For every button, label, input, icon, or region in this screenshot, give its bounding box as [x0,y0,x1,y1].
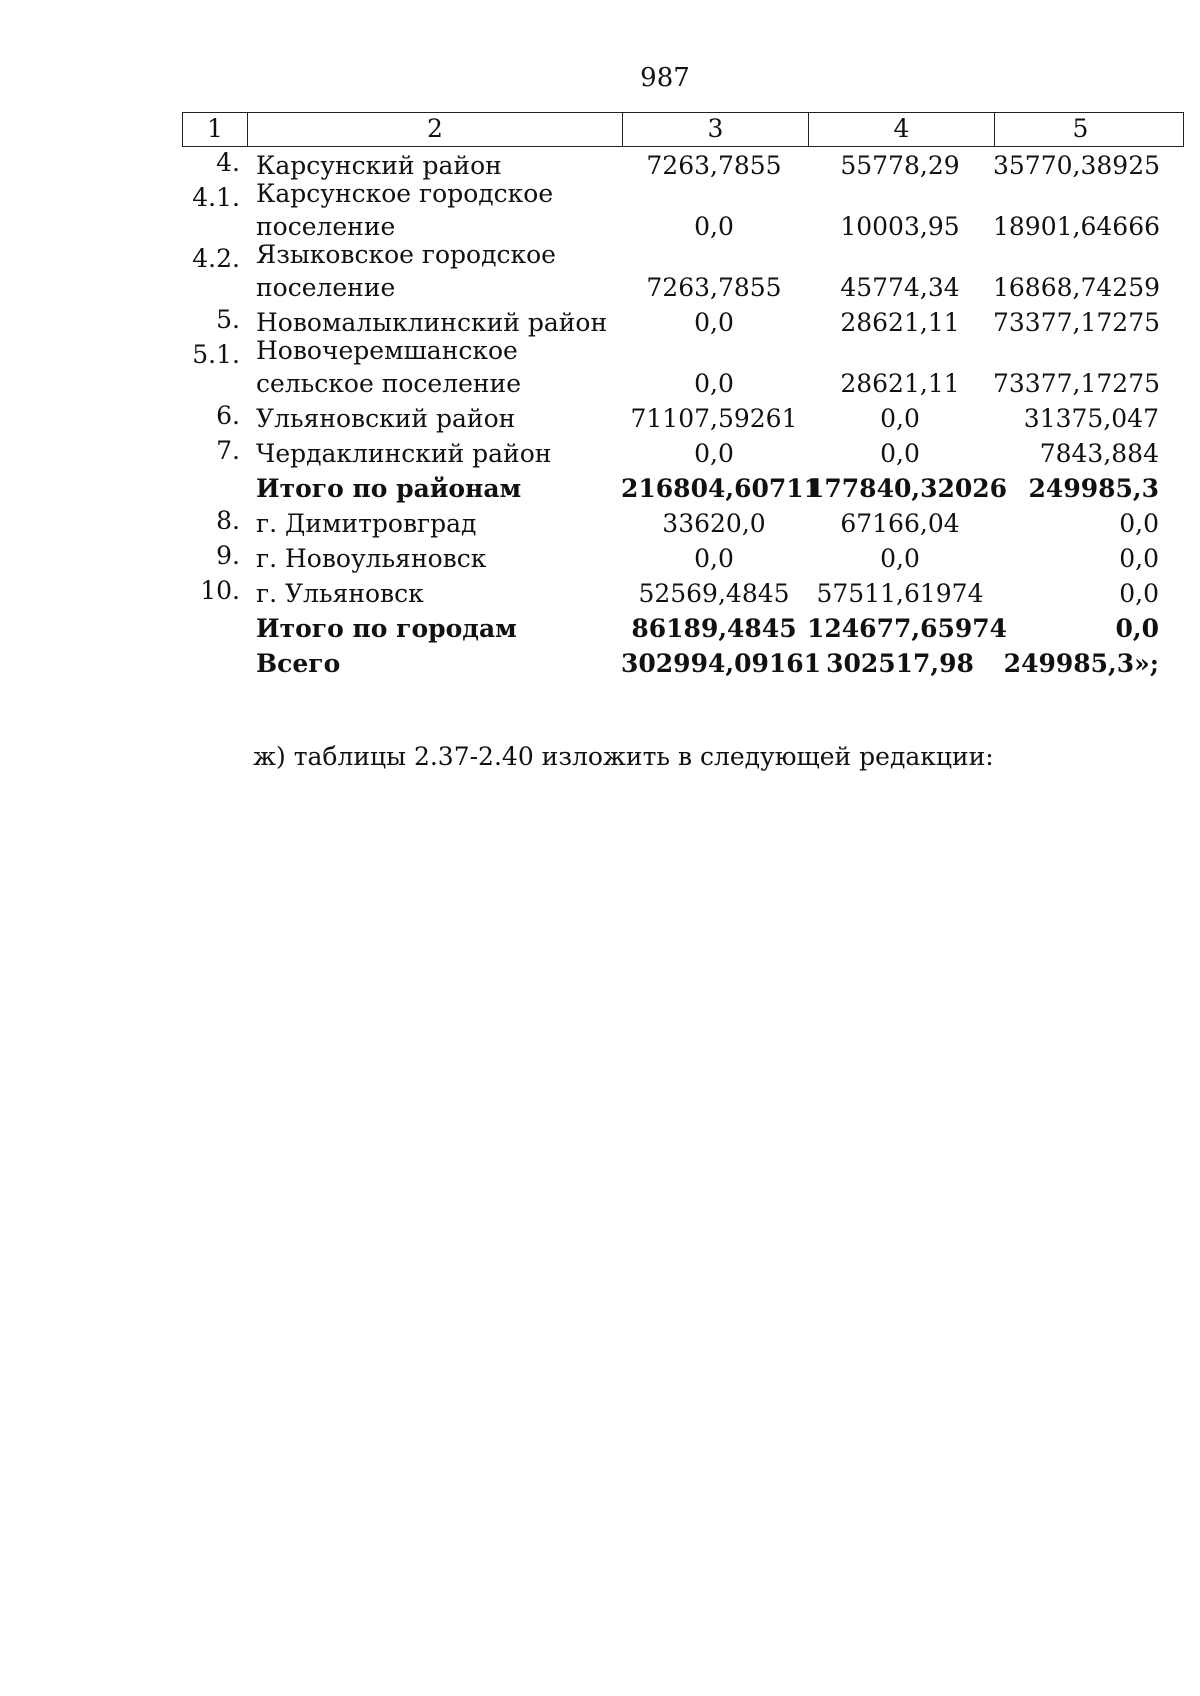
value-col-5: 18901,64666 [993,212,1161,241]
table-row [182,470,1184,505]
value-col-4: 55778,29 [840,151,960,180]
value-col-3: 0,0 [694,439,734,468]
row-number: 9. [216,541,240,570]
header-cell: 2 [247,113,622,146]
row-name: Итого по районам [256,474,522,503]
value-col-5: 31375,047 [1023,404,1159,433]
table-row [182,336,1184,400]
page-number: 987 [640,63,690,93]
value-col-4: 10003,95 [840,212,960,241]
row-name: Итого по городам [256,614,517,643]
value-col-5: 0,0 [1119,579,1159,608]
table-row [182,435,1184,470]
value-col-3: 216804,60711 [621,474,822,503]
row-name: Языковское городское поселение [256,240,556,302]
value-col-3: 7263,7855 [646,151,782,180]
row-number: 8. [216,506,240,535]
amendment-note: ж) таблицы 2.37-2.40 изложить в следующей редакции: [253,742,994,771]
row-name: Всего [256,649,341,678]
row-number: 4.2. [192,244,240,273]
value-col-5: 0,0 [1115,614,1159,643]
header-cell: 4 [808,113,994,146]
table-row [182,645,1184,680]
value-col-4: 45774,34 [840,273,960,302]
row-number: 4.1. [192,183,240,212]
table-row [182,610,1184,645]
value-col-5: 249985,3 [1028,474,1159,503]
value-col-3: 0,0 [694,369,734,398]
row-number: 5.1. [192,340,240,369]
row-number: 6. [216,401,240,430]
row-name: г. Ульяновск [256,579,424,608]
header-cell: 3 [622,113,808,146]
value-col-4: 67166,04 [840,509,960,538]
row-name: г. Димитровград [256,509,477,538]
value-col-5: 7843,884 [1039,439,1159,468]
value-col-3: 33620,0 [662,509,766,538]
value-col-3: 7263,7855 [646,273,782,302]
value-col-3: 52569,4845 [638,579,790,608]
table-row [182,505,1184,540]
value-col-3: 0,0 [694,212,734,241]
table-row [182,240,1184,304]
table-body [182,147,1184,680]
value-col-4: 0,0 [880,544,920,573]
row-name: Новочеремшанское сельское поселение [256,336,522,398]
row-number: 7. [216,436,240,465]
value-col-5: 73377,17275 [993,369,1161,398]
header-cell: 5 [994,113,1166,146]
value-col-5: 0,0 [1119,544,1159,573]
row-name: Карсунский район [256,151,502,180]
table-row [182,540,1184,575]
value-col-5: 0,0 [1119,509,1159,538]
value-col-4: 28621,11 [840,308,960,337]
value-col-5: 35770,38925 [993,151,1161,180]
value-col-4: 28621,11 [840,369,960,398]
value-col-3: 0,0 [694,308,734,337]
table-row [182,400,1184,435]
value-col-4: 0,0 [880,439,920,468]
value-col-3: 0,0 [694,544,734,573]
value-col-3: 71107,59261 [630,404,798,433]
value-col-4: 124677,65974 [807,614,1008,643]
table-header [182,112,1184,147]
table-row [182,179,1184,243]
value-col-5: 73377,17275 [993,308,1161,337]
row-name: г. Новоульяновск [256,544,487,573]
value-col-4: 302517,98 [826,649,974,678]
value-col-5: 16868,74259 [993,273,1161,302]
data-table [182,112,1184,680]
value-col-4: 177840,32026 [807,474,1008,503]
value-col-3: 86189,4845 [631,614,797,643]
row-number: 10. [200,576,240,605]
table-row [182,575,1184,610]
row-name: Новомалыклинский район [256,308,608,337]
row-number: 5. [216,305,240,334]
header-cell: 1 [207,114,223,143]
row-number: 4. [216,148,240,177]
value-col-5: 249985,3»; [1003,649,1159,678]
row-name: Чердаклинский район [256,439,552,468]
row-name: Карсунское городское поселение [256,179,554,241]
value-col-4: 57511,61974 [816,579,984,608]
value-col-3: 302994,09161 [621,649,822,678]
value-col-4: 0,0 [880,404,920,433]
row-name: Ульяновский район [256,404,516,433]
